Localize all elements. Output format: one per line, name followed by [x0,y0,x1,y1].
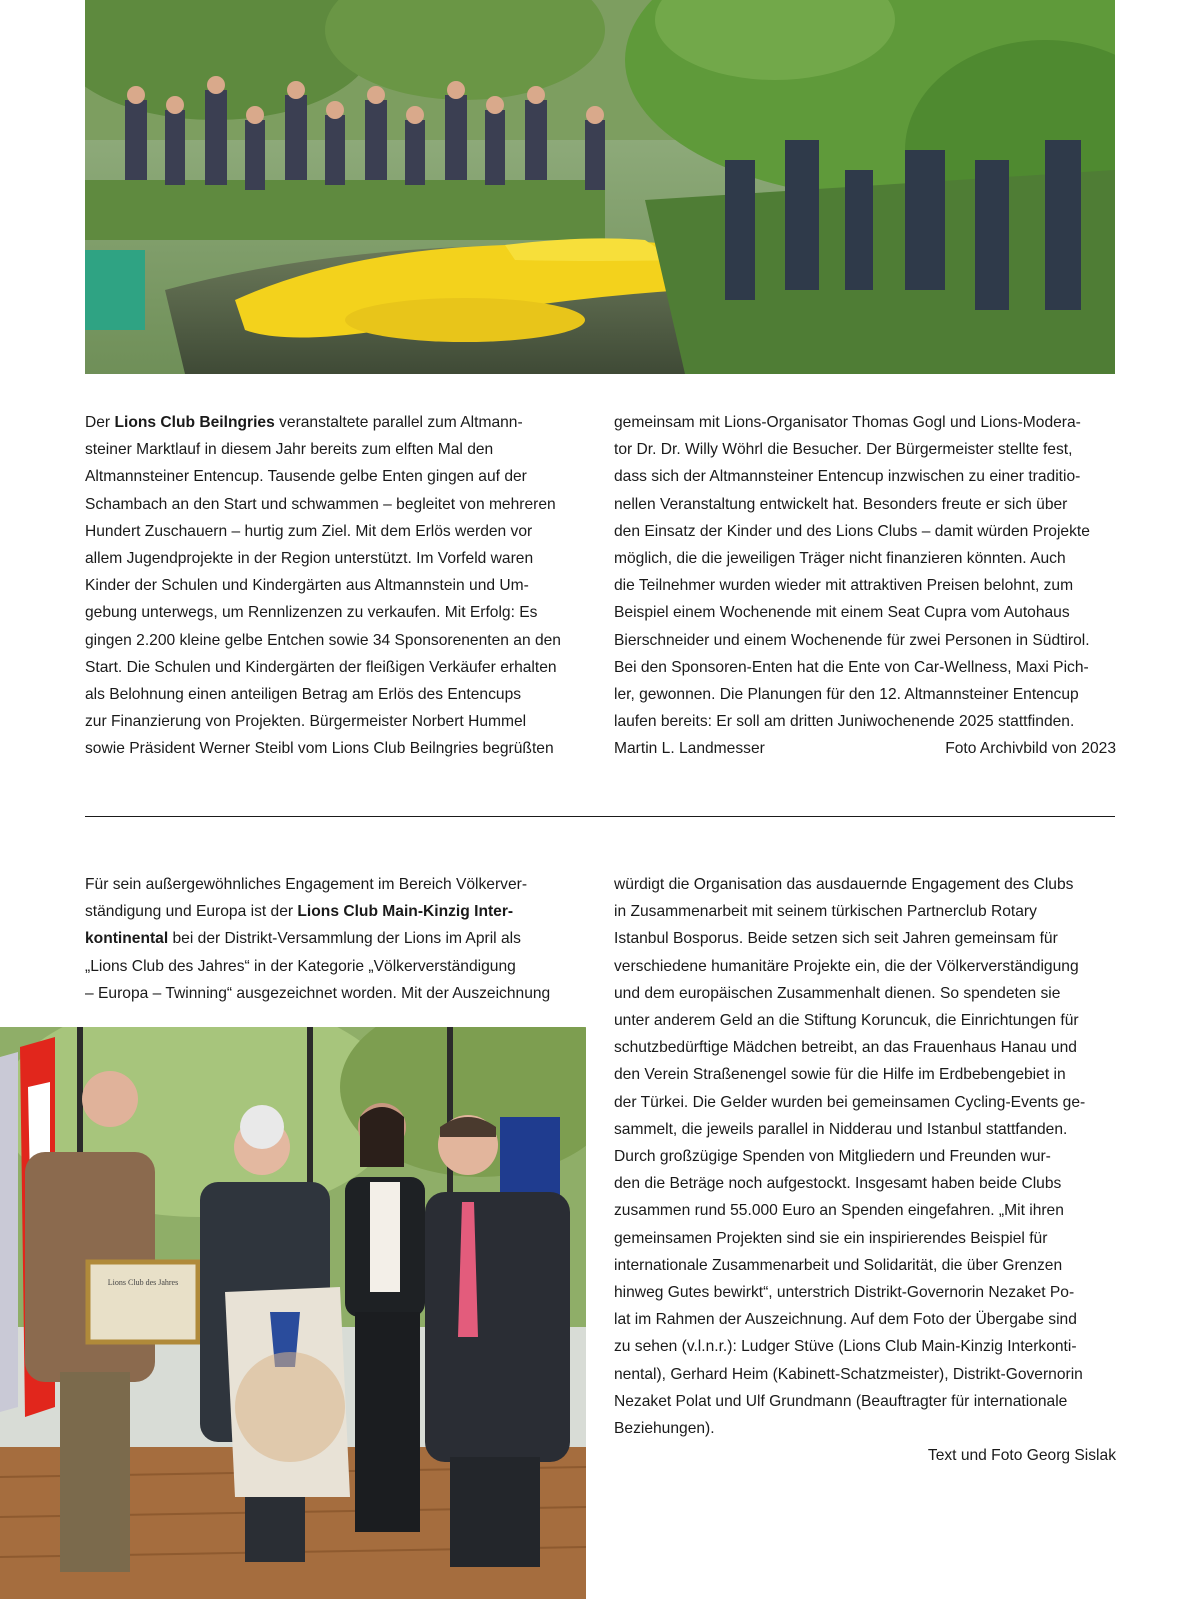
text-line: zusammen rund 55.000 Euro an Spenden eingefahren. „Mit ihren [614,1202,1064,1220]
photo-credit: Foto Archivbild von 2023 [945,740,1116,758]
text-line: und dem europäischen Zusammenhalt dienen. So spendeten sie [614,984,1061,1002]
text-line: ständigung und Europa ist der Lions Club Main-Kinzig Inter- [85,903,514,921]
text-line: Start. Die Schulen und Kindergärten der fleißigen Verkäufer erhalten [85,658,557,676]
article-2-right-column [614,871,1116,1469]
text-line: gingen 2.200 kleine gelbe Entchen sowie 34 Sponsorenenten an den [85,631,561,649]
club-name: Lions Club Beilngries [114,414,275,431]
text-line: den die Beträge noch aufgestockt. Insgesamt haben beide Clubs [614,1175,1062,1193]
text-line: Der Lions Club Beilngries veranstaltete parallel zum Altmann- [85,414,523,431]
text-line: Beziehungen). [614,1420,715,1438]
article-2-paragraph-end [614,871,1116,1442]
section-divider [85,816,1115,817]
text-line: nellen Veranstaltung entwickelt hat. Besonders freute er sich über [614,495,1068,513]
text-line: nental), Gerhard Heim (Kabinett-Schatzmeister), Distrikt-Governorin [614,1365,1083,1383]
article-1-paragraph-end [614,409,1116,735]
duck-race-photo [85,0,1115,374]
text-line: gemeinsam mit Lions-Organisator Thomas Gogl und Lions-Modera- [614,414,1081,431]
text-line: dass sich der Altmannsteiner Entencup inzwischen zu einer traditio- [614,468,1081,486]
text-line: steiner Marktlauf in diesem Jahr bereits zum elften Mal den [85,441,494,459]
text-line: – Europa – Twinning“ ausgezeichnet worden. Mit der Auszeichnung [85,984,551,1002]
text-line: kontinental bei der Distrikt-Versammlung der Lions im April als [85,930,521,948]
article-1-credits [614,735,1116,762]
text-line: den Einsatz der Kinder und des Lions Clubs – damit würden Projekte [614,522,1090,540]
text-line: lat im Rahmen der Auszeichnung. Auf dem Foto der Übergabe sind [614,1311,1077,1329]
text-line: verschiedene humanitäre Projekte ein, die der Völkerverständigung [614,957,1079,975]
text-line: zur Finanzierung von Projekten. Bürgermeister Norbert Hummel [85,713,527,731]
award-ceremony-photo [0,1027,586,1599]
text-line: als Belohnung einen anteiligen Betrag am Erlös des Entencups [85,686,522,704]
text-line: sowie Präsident Werner Steibl vom Lions Club Beilngries begrüßten [85,740,554,758]
text-line: Durch großzügige Spenden von Mitgliedern und Freunden wur- [614,1148,1051,1166]
text-line: die Teilnehmer wurden wieder mit attraktiven Preisen belohnt, zum [614,577,1074,595]
text-line: ler, gewonnen. Die Planungen für den 12. Altmannsteiner Entencup [614,686,1079,704]
author-name: Martin L. Landmesser [614,740,765,758]
text-line: allem Jugendprojekte in der Region unterstützt. Im Vorfeld waren [85,550,534,568]
text-line: Altmannsteiner Entencup. Tausende gelbe Enten gingen auf der [85,468,527,486]
text-line: sammelt, die jeweils parallel in Nidderau und Istanbul stattfanden. [614,1120,1068,1138]
text-line: Hundert Zuschauern – hurtig zum Ziel. Mit dem Erlös werden vor [85,522,533,540]
text-line: Beispiel einem Wochenende mit einem Seat Cupra vom Autohaus [614,604,1070,622]
article-1-left-column [85,409,585,763]
text-line: „Lions Club des Jahres“ in der Kategorie „Völkerverständigung [85,957,516,975]
text-line: würdigt die Organisation das ausdauernde Engagement des Clubs [614,876,1074,893]
text-line: Nezaket Polat und Ulf Grundmann (Beauftragter für internationale [614,1392,1068,1410]
text-line: hinweg Gutes bewirkt“, unterstrich Distrikt-Governorin Nezaket Po- [614,1284,1075,1302]
text-line: Schambach an den Start und schwammen – begleitet von mehreren [85,495,556,513]
text-line: Bei den Sponsoren-Enten hat die Ente von Car-Wellness, Maxi Pich- [614,658,1089,676]
text-line: unter anderem Geld an die Stiftung Koruncuk, die Einrichtungen für [614,1012,1079,1030]
text-line: der Türkei. Die Gelder wurden bei gemeinsamen Cycling-Events ge- [614,1093,1086,1111]
text-line: Für sein außergewöhnliches Engagement im Bereich Völkerver- [85,876,528,893]
certificate-title: Lions Club des Jahres [107,1278,179,1287]
text-line: tor Dr. Dr. Willy Wöhrl die Besucher. Der Bürgermeister stellte fest, [614,441,1073,459]
article-2-left-column [85,871,585,1007]
club-name: Lions Club Main-Kinzig Inter- [297,903,514,921]
text-line: möglich, die die jeweiligen Träger nicht finanzieren könnten. Auch [614,550,1066,568]
text-line: Kinder der Schulen und Kindergärten aus Altmannstein und Um- [85,577,529,595]
text-line: den Verein Straßenengel sowie für die Hilfe im Erdbebengebiet in [614,1066,1066,1084]
club-name: kontinental [85,930,169,948]
text-line: internationale Zusammenarbeit und Solidarität, die über Grenzen [614,1256,1063,1274]
article-1-paragraph-start [85,409,585,763]
text-line: gebung unterwegs, um Rennlizenzen zu verkaufen. Mit Erfolg: Es [85,604,538,622]
text-line: zu sehen (v.l.n.r.): Ludger Stüve (Lions Club Main-Kinzig Interkonti- [614,1338,1077,1356]
text-line: schutzbedürftige Mädchen betreibt, an das Frauenhaus Hanau und [614,1039,1077,1057]
text-photo-credit: Text und Foto Georg Sislak [927,1447,1116,1465]
text-line: gemeinsamen Projekten sind sie ein inspirierendes Beispiel für [614,1229,1048,1247]
text-line: laufen bereits: Er soll am dritten Juniwochenende 2025 stattfinden. [614,713,1075,731]
text-line: Istanbul Bosporus. Beide setzen sich seit Jahren gemeinsam für [614,930,1058,948]
text-line: Bierschneider und einem Wochenende für zwei Personen in Südtirol. [614,631,1090,649]
article-2-paragraph-start [85,871,585,1007]
article-1-right-column [614,409,1116,763]
text-line: in Zusammenarbeit mit seinem türkischen Partnerclub Rotary [614,903,1037,921]
